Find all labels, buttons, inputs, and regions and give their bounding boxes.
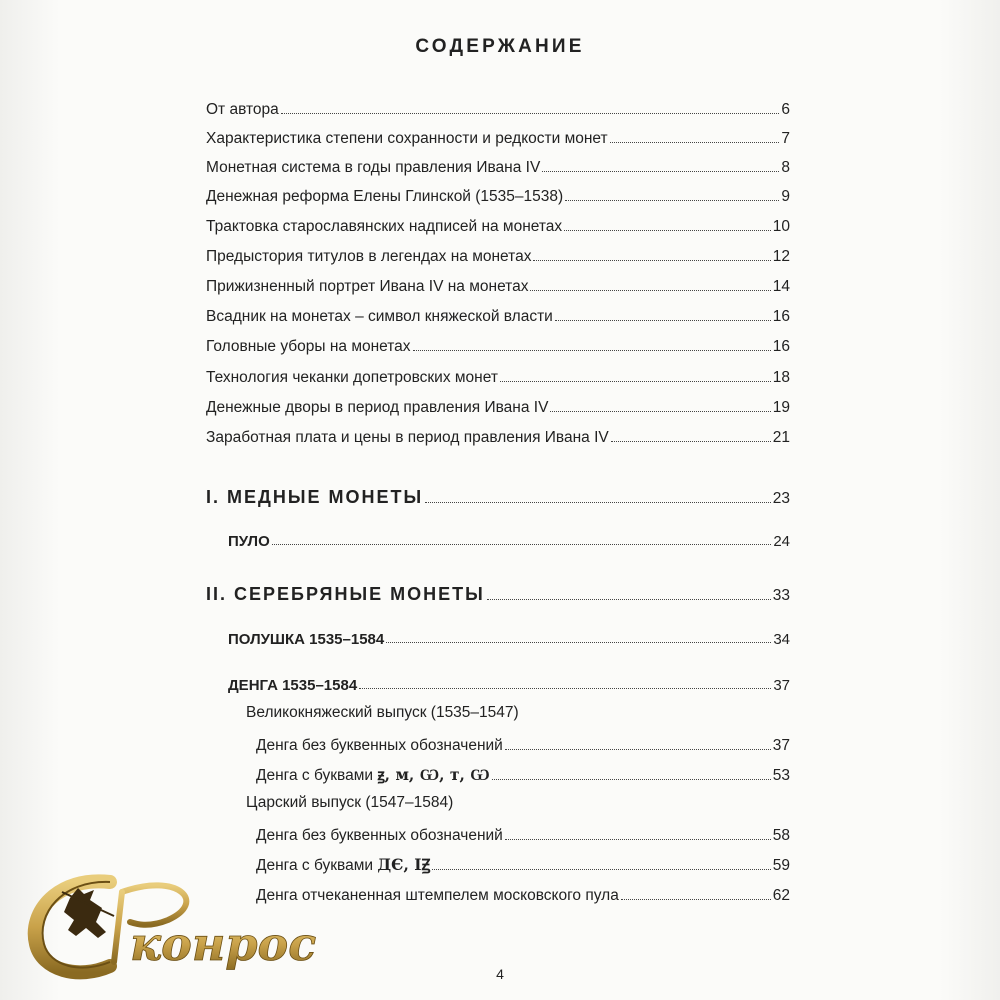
toc-entry-page: 7 <box>781 130 790 147</box>
toc-section-page: 33 <box>772 587 790 604</box>
toc-entry-label: Технология чеканки допетровских монет <box>206 369 498 386</box>
toc-leader-dots <box>533 260 770 261</box>
toc-entry-label: Головные уборы на монетах <box>206 338 411 355</box>
toc-issue-tsar[interactable]: Царский выпуск (1547–1584) <box>246 794 454 811</box>
toc-item-page: 53 <box>772 767 790 784</box>
toc-item-page: 58 <box>772 827 790 844</box>
toc-leader-dots <box>425 502 771 503</box>
toc-item-letters: ДЄ, IꙂ <box>377 855 431 874</box>
toc-entry[interactable] <box>206 393 790 417</box>
toc-leader-dots <box>555 320 771 321</box>
toc-leader-dots <box>505 839 771 840</box>
toc-sub-page: 37 <box>773 677 790 694</box>
toc-entry-page: 18 <box>772 369 790 386</box>
toc-entry[interactable] <box>206 272 790 296</box>
toc-entry-label: Прижизненный портрет Ивана IV на монетах <box>206 278 529 295</box>
toc-leader-dots <box>621 899 771 900</box>
toc-entry-label: Заработная плата и цены в период правления Ивана IV <box>206 429 609 446</box>
toc-entry[interactable] <box>206 363 790 387</box>
toc-leader-dots <box>550 411 770 412</box>
toc-entry-page: 9 <box>781 188 790 205</box>
toc-item[interactable] <box>256 761 790 785</box>
toc-leader-dots <box>359 688 771 689</box>
toc-entry[interactable] <box>206 153 790 177</box>
toc-section-page: 23 <box>772 490 790 507</box>
toc-leader-dots <box>281 113 780 114</box>
toc-item-page: 37 <box>772 737 790 754</box>
toc-item-label: Денга без буквенных обозначений <box>256 737 503 754</box>
toc-entry-label: Характеристика степени сохранности и редкости монет <box>206 130 608 147</box>
toc-entry-label: Всадник на монетах – символ княжеской власти <box>206 308 553 325</box>
toc-leader-dots <box>611 441 771 442</box>
page-number: 4 <box>496 966 504 982</box>
toc-leader-dots <box>542 171 779 172</box>
toc-leader-dots <box>487 599 771 600</box>
toc-entry[interactable] <box>206 302 790 326</box>
toc-entry-label: Денежная реформа Елены Глинской (1535–1538) <box>206 188 564 205</box>
toc-issue-grand-ducal[interactable]: Великокняжеский выпуск (1535–1547) <box>246 704 519 721</box>
toc-entry-label: Трактовка старославянских надписей на монетах <box>206 218 563 235</box>
toc-entry[interactable] <box>206 95 790 119</box>
toc-sub-page: 34 <box>773 631 790 648</box>
toc-section-label: II. СЕРЕБРЯНЫЕ МОНЕТЫ <box>206 584 485 604</box>
toc-leader-dots <box>565 200 779 201</box>
toc-entry[interactable] <box>206 124 790 148</box>
toc-leader-dots <box>272 544 772 545</box>
toc-entry-page: 6 <box>781 101 790 118</box>
toc-leader-dots <box>386 642 771 643</box>
toc-entry-page: 8 <box>781 159 790 176</box>
toc-item-text: Денга с буквами <box>256 857 374 874</box>
toc-item-label: Денга без буквенных обозначений <box>256 827 503 844</box>
toc-leader-dots <box>505 749 771 750</box>
toc-entry-label: Денежные дворы в период правления Ивана IV <box>206 399 549 416</box>
toc-entry-page: 14 <box>772 278 790 295</box>
toc-item-label: Денга отчеканенная штемпелем московского пула <box>256 887 619 904</box>
toc-entry-page: 16 <box>772 308 790 325</box>
toc-item-text: Денга с буквами <box>256 767 374 784</box>
toc-leader-dots <box>500 381 771 382</box>
toc-leader-dots <box>432 869 770 870</box>
logo-text: конрос <box>130 917 317 971</box>
toc-leader-dots <box>530 290 770 291</box>
toc-item[interactable] <box>256 731 790 755</box>
toc-section-copper[interactable] <box>206 480 790 508</box>
toc-entry-page: 16 <box>772 338 790 355</box>
toc-entry-label: Монетная система в годы правления Ивана IV <box>206 159 541 176</box>
konros-logo-icon <box>18 862 358 982</box>
toc-item-letters: ꙃ, м, Ѡ, т, Ѡ <box>377 765 490 784</box>
toc-entry[interactable] <box>206 242 790 266</box>
toc-sub-polushka[interactable] <box>228 624 790 648</box>
toc-section-silver[interactable] <box>206 577 790 605</box>
toc-item-page: 59 <box>772 857 790 874</box>
toc-sub-denga[interactable] <box>228 670 790 694</box>
toc-section-label: I. МЕДНЫЕ МОНЕТЫ <box>206 487 424 507</box>
toc-entry-page: 12 <box>772 248 790 265</box>
toc-item[interactable] <box>256 821 790 845</box>
toc-sub-page: 24 <box>773 533 790 550</box>
toc-entry-page: 21 <box>772 429 790 446</box>
toc-sub-pulo[interactable] <box>228 526 790 550</box>
toc-entry-page: 10 <box>772 218 790 235</box>
toc-leader-dots <box>413 350 771 351</box>
toc-entry-label: Предыстория титулов в легендах на монетах <box>206 248 532 265</box>
toc-entry[interactable] <box>206 212 790 236</box>
toc-leader-dots <box>564 230 771 231</box>
toc-sub-label: ПУЛО <box>228 533 270 550</box>
toc-entry-page: 19 <box>772 399 790 416</box>
page-title: СОДЕРЖАНИЕ <box>415 36 585 57</box>
toc-entry[interactable] <box>206 332 790 356</box>
toc-leader-dots <box>610 142 780 143</box>
toc-leader-dots <box>492 779 771 780</box>
toc-entry[interactable] <box>206 182 790 206</box>
toc-item-label <box>256 763 490 785</box>
toc-item-page: 62 <box>772 887 790 904</box>
toc-sub-label: ПОЛУШКА 1535–1584 <box>228 631 385 648</box>
toc-entry-label: От автора <box>206 101 279 118</box>
toc-sub-label: ДЕНГА 1535–1584 <box>228 677 358 694</box>
toc-entry[interactable] <box>206 423 790 447</box>
